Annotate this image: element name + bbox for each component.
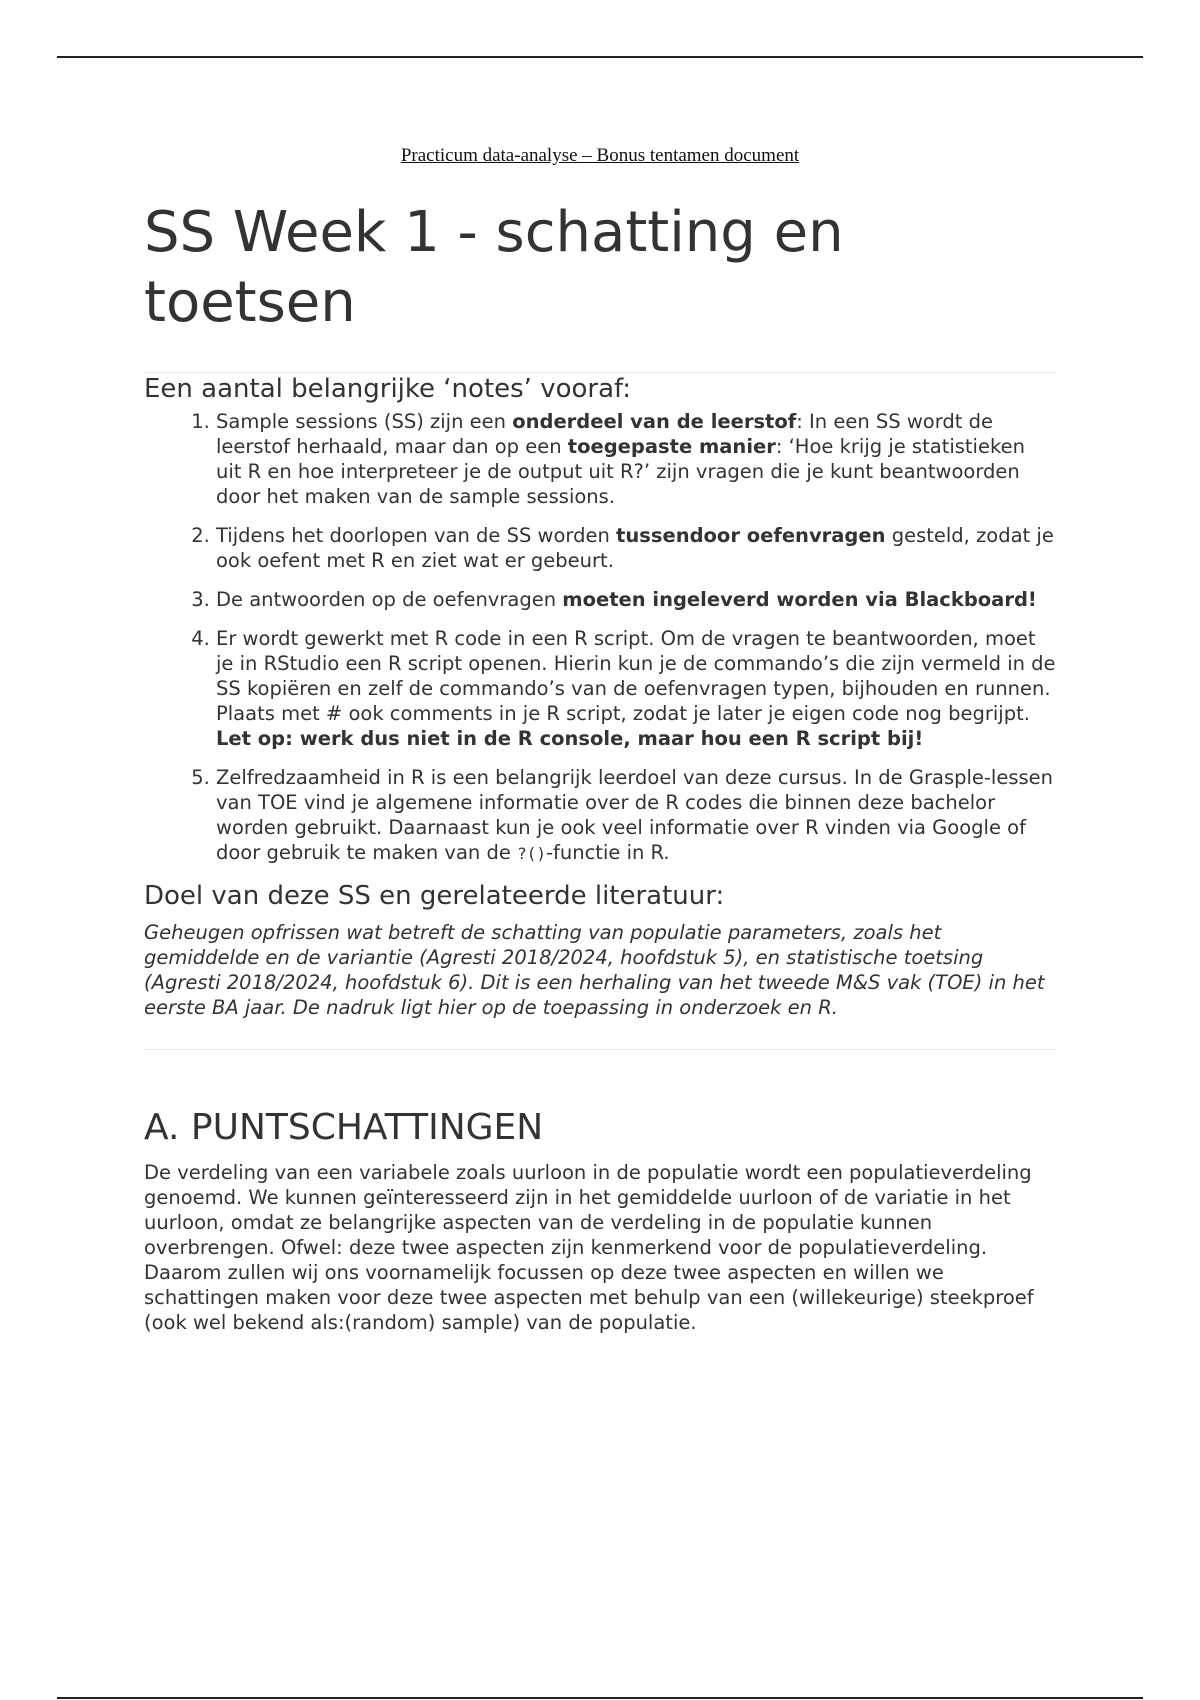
document-header: Practicum data-analyse – Bonus tentamen document [400, 145, 800, 166]
notes-heading: Een aantal belangrijke ‘notes’ vooraf: [144, 374, 632, 404]
note-emphasis: tussendoor oefenvragen [616, 524, 886, 547]
top-page-rule [57, 56, 1143, 58]
page-title: SS Week 1 - schatting en toetsen [144, 200, 844, 335]
note-text: Er wordt gewerkt met R code in een R script. Om de vragen te beantwoorden, moet je in RStudio een R script openen. Hierin kun je de commando’s die zijn vermeld in de SS kopiëren en zelf de commando’s van de oefenvragen typen, bijhouden en runnen. Plaats met # ook comments in je R script, zodat je later je eigen code nog begrijpt. [216, 627, 1056, 725]
main-content [144, 198, 1056, 1335]
note-text: Zelfredzaamheid in R is een belangrijk leerdoel van deze cursus. In de Grasple-lessen van TOE vind je algemene informatie over de R codes die binnen deze bachelor worden gebruikt. Daarnaast kun je ook veel informatie over R vinden via Google of door gebruik te maken van de [216, 766, 1054, 864]
note-emphasis: onderdeel van de leerstof [512, 410, 797, 433]
note-item [216, 626, 1056, 751]
bottom-page-rule [57, 1697, 1143, 1699]
note-inline-code: ?() [517, 844, 546, 863]
note-item [216, 409, 1056, 509]
note-item [216, 587, 1056, 612]
note-text: Sample sessions (SS) zijn een [216, 410, 513, 433]
note-text: : In een SS wordt de leerstof herhaald, maar dan op een [216, 410, 993, 458]
note-text: : ‘Hoe krijg je statistieken uit R en hoe interpreteer je de output uit R?’ zijn vragen die je kunt beantwoorden door het maken van de sample sessions. [216, 435, 1025, 508]
goal-heading: Doel van deze SS en gerelateerde literatuur: [144, 881, 725, 911]
divider [144, 1049, 1056, 1050]
note-item [216, 523, 1056, 573]
note-text: Tijdens het doorlopen van de SS worden [216, 524, 617, 547]
note-text: gesteld, zodat je ook oefent met R en ziet wat er gebeurt. [216, 524, 1054, 572]
note-text: -functie in R. [545, 841, 670, 864]
note-text: De antwoorden op de oefenvragen [216, 588, 563, 611]
notes-list [144, 409, 1056, 866]
note-emphasis: moeten ingeleverd worden via Blackboard! [562, 588, 1037, 611]
goal-text: Geheugen opfrissen wat betreft de schatting van populatie parameters, zoals het gemiddelde en de variantie (Agresti 2018/2024, hoofdstuk 5), en statistische toetsing (Agresti 2018/2024, hoofdstuk 6). Dit is een herhaling van het tweede M&S vak (TOE) in het eerste BA jaar. De nadruk ligt hier op de toepassing in onderzoek en R. [144, 921, 1045, 1019]
note-item [216, 765, 1056, 866]
note-emphasis: Let op: werk dus niet in de R console, maar hou een R script bij! [216, 727, 924, 750]
section-a-heading: A. PUNTSCHATTINGEN [144, 1107, 544, 1148]
note-emphasis: toegepaste manier [567, 435, 776, 458]
section-a-text: De verdeling van een variabele zoals uurloon in de populatie wordt een populatieverdeling genoemd. We kunnen geïnteresseerd zijn in het gemiddelde uurloon of de variatie in het uurloon, omdat ze belangrijke aspecten van de verdeling in de populatie kunnen overbrengen. Ofwel: deze twee aspecten zijn kenmerkend voor de populatieverdeling. Daarom zullen wij ons voornamelijk focussen op deze twee aspecten en willen we schattingen maken voor deze twee aspecten met behulp van een (willekeurige) steekproef (ook wel bekend als:(random) sample) van de populatie. [144, 1161, 1034, 1334]
